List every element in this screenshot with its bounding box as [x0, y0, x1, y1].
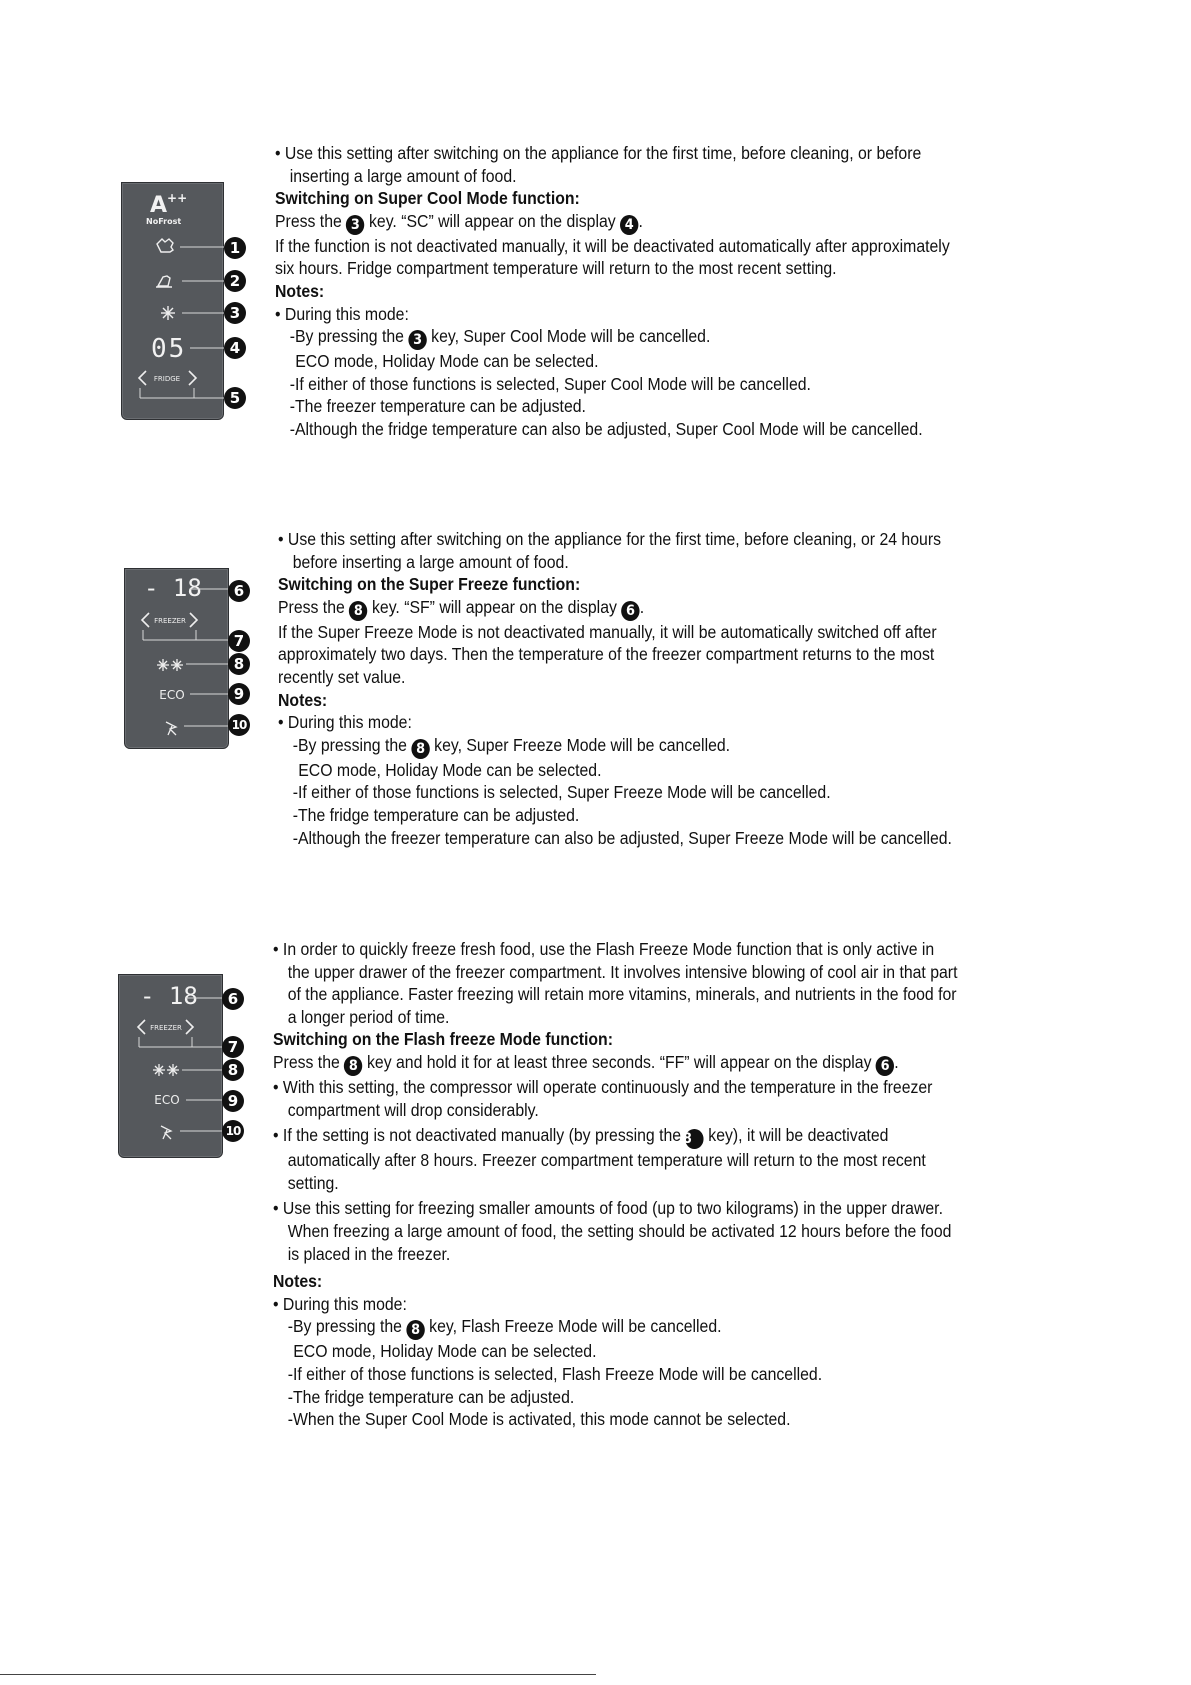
- callout-10: 10: [228, 714, 250, 736]
- key-ref: 8: [406, 1320, 424, 1340]
- super-freeze-icon[interactable]: [153, 1064, 179, 1076]
- badge-letter: A: [150, 193, 168, 218]
- note-line: -By pressing the 3 key, Super Cool Mode will be cancelled.: [289, 326, 711, 349]
- callout-9: 9: [222, 1090, 244, 1112]
- text-line: automatically after 8 hours. Freezer compartment temperature will return to the most recent: [287, 1150, 926, 1171]
- eco-button-label[interactable]: ECO: [159, 688, 185, 702]
- key-ref: 8: [344, 1056, 362, 1076]
- bullet: • In order to quickly freeze fresh food, use the Flash Freeze Mode function that is only active in: [273, 938, 957, 961]
- note-line: -Although the fridge temperature can also be adjusted, Super Cool Mode will be cancelled.: [289, 418, 923, 439]
- callout-10: 10: [222, 1120, 244, 1142]
- callout-7: 7: [228, 630, 250, 652]
- text-line: is placed in the freezer.: [287, 1243, 451, 1264]
- callout-5: 5: [224, 387, 246, 409]
- note-line: -The fridge temperature can be adjusted.: [292, 804, 580, 825]
- display-ref: 6: [876, 1056, 894, 1076]
- freezer-display-value: - 18: [144, 574, 202, 602]
- callout-4: 4: [224, 337, 246, 359]
- callout-2: 2: [224, 270, 246, 292]
- fridge-display-value: 05: [151, 334, 187, 364]
- press-instruction: Press the 3 key. “SC” will appear on the display 4 .: [275, 210, 643, 233]
- bullet: • Use this setting after switching on the appliance for the first time, before cleaning, or before: [275, 142, 950, 165]
- section-heading: Switching on the Super Freeze function:: [278, 574, 581, 595]
- bullet: • During this mode:: [278, 711, 952, 734]
- note-line: -The freezer temperature can be adjusted.: [289, 396, 586, 417]
- note-line: -When the Super Cool Mode is activated, this mode cannot be selected.: [287, 1409, 791, 1430]
- key-ref: 3: [408, 330, 426, 350]
- text-line: recently set value.: [278, 666, 406, 687]
- section-heading: Switching on the Flash freeze Mode function:: [273, 1029, 613, 1050]
- callout-9: 9: [228, 683, 250, 705]
- chevron-left-icon[interactable]: [138, 1020, 145, 1034]
- panel3-leader-lines: [139, 998, 222, 1131]
- callout-3: 3: [224, 302, 246, 324]
- bullet: • Use this setting for freezing smaller amounts of food (up to two kilograms) in the upper drawer.: [273, 1197, 957, 1220]
- eco-button-label[interactable]: ECO: [154, 1093, 180, 1107]
- text-line: inserting a large amount of food.: [289, 165, 517, 186]
- text-line: approximately two days. Then the temperature of the freezer compartment returns to the most: [278, 644, 935, 665]
- callout-6: 6: [228, 580, 250, 602]
- key-ref: 8: [349, 601, 367, 621]
- callout-1: 1: [224, 237, 246, 259]
- note-line: ECO mode, Holiday Mode can be selected.: [298, 759, 602, 780]
- text-line: setting.: [287, 1172, 339, 1193]
- callout-8: 8: [228, 653, 250, 675]
- text-line: When freezing a large amount of food, the setting should be activated 12 hours before the food: [287, 1220, 952, 1241]
- bullet: • During this mode:: [273, 1293, 957, 1316]
- freezer-zone-label: FREEZER: [154, 617, 186, 625]
- note-line: -If either of those functions is selected, Flash Freeze Mode will be cancelled.: [287, 1363, 823, 1384]
- notes-heading: Notes:: [273, 1271, 323, 1292]
- note-line: -By pressing the 8 key, Flash Freeze Mode will be cancelled.: [287, 1316, 722, 1339]
- callout-7: 7: [222, 1036, 244, 1058]
- freezer-zone-label: FREEZER: [150, 1024, 182, 1032]
- key-ref: 8: [686, 1129, 704, 1149]
- callout-8: 8: [222, 1059, 244, 1081]
- bullet: • If the setting is not deactivated manually (by pressing the 8 key), it will be deactivated: [273, 1124, 957, 1149]
- press-instruction: Press the 8 key. “SF” will appear on the display 6 .: [278, 596, 645, 619]
- text-line: six hours. Fridge compartment temperature will return to the most recent setting.: [275, 258, 837, 279]
- text-line: before inserting a large amount of food.: [292, 551, 569, 572]
- note-line: -If either of those functions is selected, Super Freeze Mode will be cancelled.: [292, 782, 831, 803]
- text-line: compartment will drop considerably.: [287, 1099, 539, 1120]
- fridge-zone-label: FRIDGE: [153, 375, 181, 383]
- text-line: of the appliance. Faster freezing will retain more vitamins, minerals, and nutrients in the food for: [287, 984, 957, 1005]
- text-line: the upper drawer of the freezer compartment. It involves intensive blowing of cool air in that part: [287, 961, 958, 982]
- footer-rule: [0, 1674, 596, 1675]
- notes-heading: Notes:: [275, 280, 325, 301]
- note-line: -Although the freezer temperature can also be adjusted, Super Freeze Mode will be cancelled.: [292, 827, 952, 848]
- note-line: ECO mode, Holiday Mode can be selected.: [293, 1341, 597, 1362]
- display-ref: 4: [620, 215, 638, 235]
- badge-plus: ++: [167, 191, 188, 205]
- note-line: -By pressing the 8 key, Super Freeze Mode will be cancelled.: [292, 734, 731, 757]
- section-heading: Switching on Super Cool Mode function:: [275, 188, 580, 209]
- note-line: ECO mode, Holiday Mode can be selected.: [295, 351, 599, 372]
- text-line: a longer period of time.: [287, 1006, 450, 1027]
- bullet: • With this setting, the compressor will operate continuously and the temperature in the freezer: [273, 1076, 957, 1099]
- nofrost-label: NoFrost: [146, 217, 182, 226]
- bullet: • During this mode:: [275, 303, 950, 326]
- note-line: -If either of those functions is selected, Super Cool Mode will be cancelled.: [289, 373, 811, 394]
- bullet: • Use this setting after switching on the appliance for the first time, before cleaning, or 24 hours: [278, 528, 952, 551]
- freezer-display-value: - 18: [140, 982, 198, 1010]
- flash-freeze-icon[interactable]: [161, 1126, 171, 1139]
- flash-freeze-section: [273, 938, 957, 1431]
- callout-6: 6: [222, 988, 244, 1010]
- notes-heading: Notes:: [278, 689, 328, 710]
- display-ref: 6: [621, 601, 639, 621]
- text-line: If the Super Freeze Mode is not deactivated manually, it will be automatically switched off after: [278, 621, 937, 642]
- text-line: If the function is not deactivated manually, it will be deactivated automatically after approximately: [275, 235, 950, 256]
- key-ref: 3: [346, 215, 364, 235]
- press-instruction: Press the 8 key and hold it for at least three seconds. “FF” will appear on the display 6 .: [273, 1051, 899, 1074]
- note-line: -The fridge temperature can be adjusted.: [287, 1386, 575, 1407]
- key-ref: 8: [411, 739, 429, 759]
- chevron-right-icon[interactable]: [186, 1020, 193, 1034]
